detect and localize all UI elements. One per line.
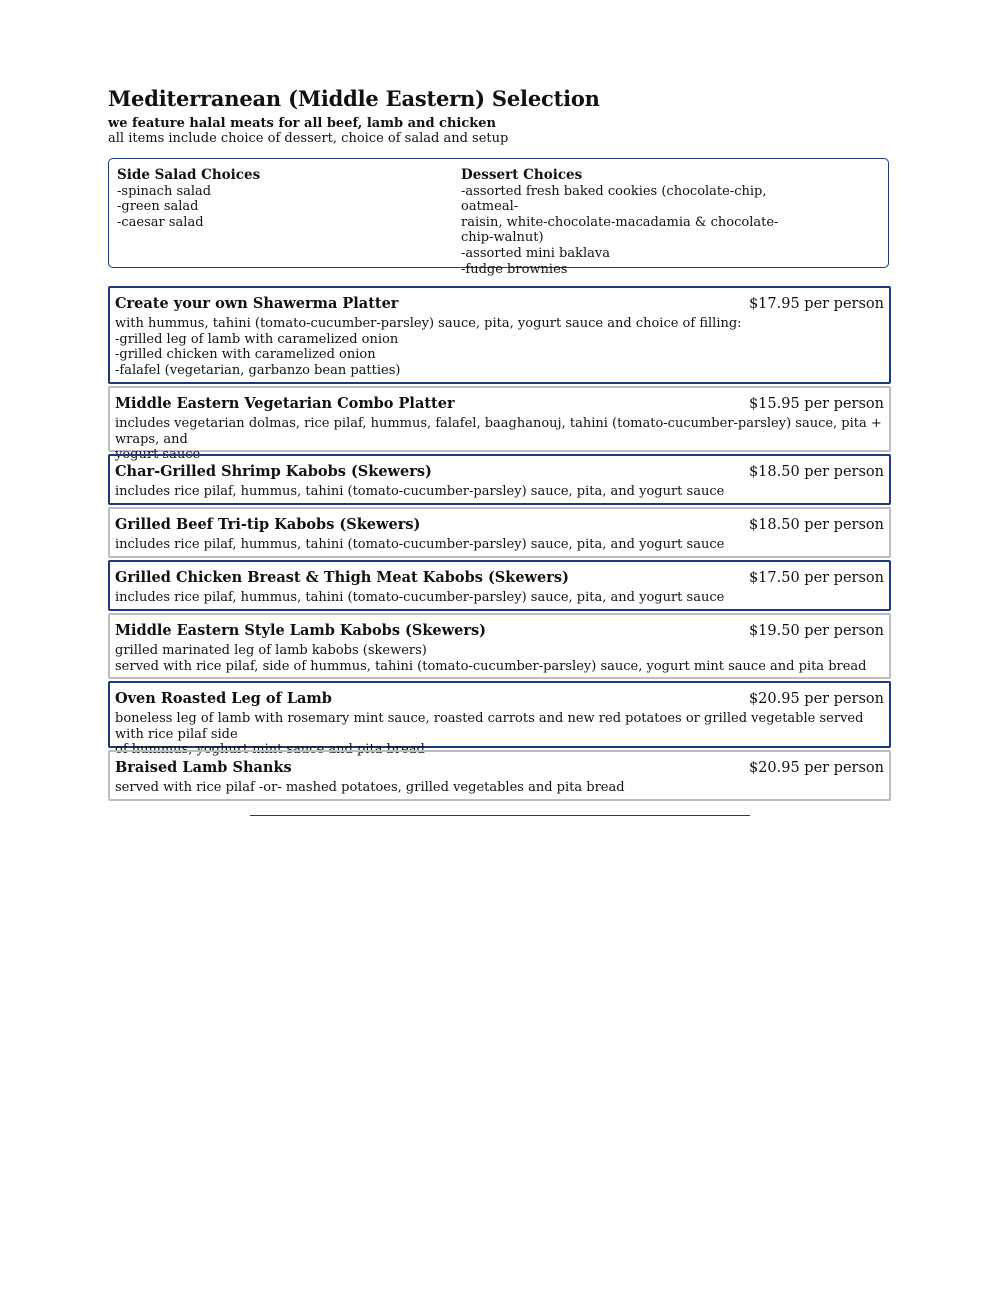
halal-note: we feature halal meats for all beef, lamb and chicken xyxy=(108,116,497,131)
item-desc-line: includes rice pilaf, hummus, tahini (tomato-cucumber-parsley) sauce, pita, and yogurt sauce xyxy=(115,484,725,499)
item-desc-line: yogurt sauce xyxy=(115,447,201,463)
menu-item-leg-of-lamb xyxy=(108,681,891,758)
item-description xyxy=(115,316,884,378)
salad-item: -green salad xyxy=(117,199,199,215)
menu-item-beef-tritip-kabobs xyxy=(108,507,891,558)
item-price: $17.95 per person xyxy=(748,296,884,312)
dessert-line: -fudge brownies xyxy=(461,261,568,277)
item-name: Grilled Beef Tri-tip Kabobs (Skewers) xyxy=(115,516,421,533)
item-price: $15.95 per person xyxy=(748,396,884,412)
menu-item-shawerma-platter xyxy=(108,286,891,384)
item-price: $19.50 per person xyxy=(748,623,884,639)
item-price: $18.50 per person xyxy=(748,464,884,480)
salad-heading: Side Salad Choices xyxy=(117,167,261,183)
item-desc-line: includes rice pilaf, hummus, tahini (tomato-cucumber-parsley) sauce, pita, and yogurt sauce xyxy=(115,590,725,605)
salad-item: -caesar salad xyxy=(117,214,204,230)
item-desc-line: grilled marinated leg of lamb kabobs (skewers) xyxy=(115,643,427,658)
item-name: Middle Eastern Vegetarian Combo Platter xyxy=(115,395,455,412)
menu-item-vegetarian-combo xyxy=(108,386,891,463)
item-desc-line: served with rice pilaf, side of hummus, tahini (tomato-cucumber-parsley) sauce, yogurt mint sauce and pita bread xyxy=(115,658,867,674)
dessert-choices xyxy=(461,168,801,277)
item-name: Middle Eastern Style Lamb Kabobs (Skewers) xyxy=(115,622,487,639)
item-desc-line: includes vegetarian dolmas, rice pilaf, hummus, falafel, baaghanouj, tahini (tomato-cucumber-parsley) sauce, pita + wraps, and xyxy=(115,416,882,447)
item-desc-line: of hummus, yoghurt mint sauce and pita bread xyxy=(115,742,425,758)
dessert-line: raisin, white-chocolate-macadamia & chocolate- xyxy=(461,214,779,230)
salad-item: -spinach salad xyxy=(117,183,212,199)
dessert-line: -assorted fresh baked cookies (chocolate-chip, oatmeal- xyxy=(461,183,767,215)
item-price: $18.50 per person xyxy=(748,517,884,533)
item-description xyxy=(115,537,884,553)
item-desc-line: with hummus, tahini (tomato-cucumber-parsley) sauce, pita, yogurt sauce and choice of filling: xyxy=(115,316,742,331)
item-price: $20.95 per person xyxy=(748,760,884,776)
salad-choices xyxy=(117,168,437,230)
item-price: $20.95 per person xyxy=(748,691,884,707)
dessert-heading: Dessert Choices xyxy=(461,167,583,183)
item-name: Oven Roasted Leg of Lamb xyxy=(115,690,332,707)
item-desc-line: -grilled chicken with caramelized onion xyxy=(115,347,376,363)
menu-item-lamb-kabobs xyxy=(108,613,891,679)
item-desc-line: -falafel (vegetarian, garbanzo bean patties) xyxy=(115,362,401,378)
dessert-line: chip-walnut) xyxy=(461,230,544,246)
item-description xyxy=(115,780,884,796)
item-description xyxy=(115,484,884,500)
item-desc-line: boneless leg of lamb with rosemary mint sauce, roasted carrots and new red potatoes or grilled vegetable served with rice pilaf side xyxy=(115,711,864,742)
menu-item-chicken-kabobs xyxy=(108,560,891,611)
includes-note: all items include choice of dessert, choice of salad and setup xyxy=(108,131,509,146)
menu-item-shrimp-kabobs xyxy=(108,454,891,505)
item-desc-line: served with rice pilaf -or- mashed potatoes, grilled vegetables and pita bread xyxy=(115,780,625,795)
dessert-line: -assorted mini baklava xyxy=(461,245,610,261)
bottom-divider xyxy=(250,815,750,816)
item-name: Grilled Chicken Breast & Thigh Meat Kabobs (Skewers) xyxy=(115,569,569,586)
item-desc-line: includes rice pilaf, hummus, tahini (tomato-cucumber-parsley) sauce, pita, and yogurt sauce xyxy=(115,537,725,552)
item-name: Create your own Shawerma Platter xyxy=(115,295,399,312)
item-desc-line: -grilled leg of lamb with caramelized onion xyxy=(115,331,399,347)
item-name: Char-Grilled Shrimp Kabobs (Skewers) xyxy=(115,463,432,480)
item-description xyxy=(115,643,884,674)
menu-item-lamb-shanks xyxy=(108,750,891,801)
item-description xyxy=(115,590,884,606)
page-title: Mediterranean (Middle Eastern) Selection xyxy=(108,86,600,111)
item-price: $17.50 per person xyxy=(748,570,884,586)
item-name: Braised Lamb Shanks xyxy=(115,759,292,776)
choices-box xyxy=(108,158,889,277)
